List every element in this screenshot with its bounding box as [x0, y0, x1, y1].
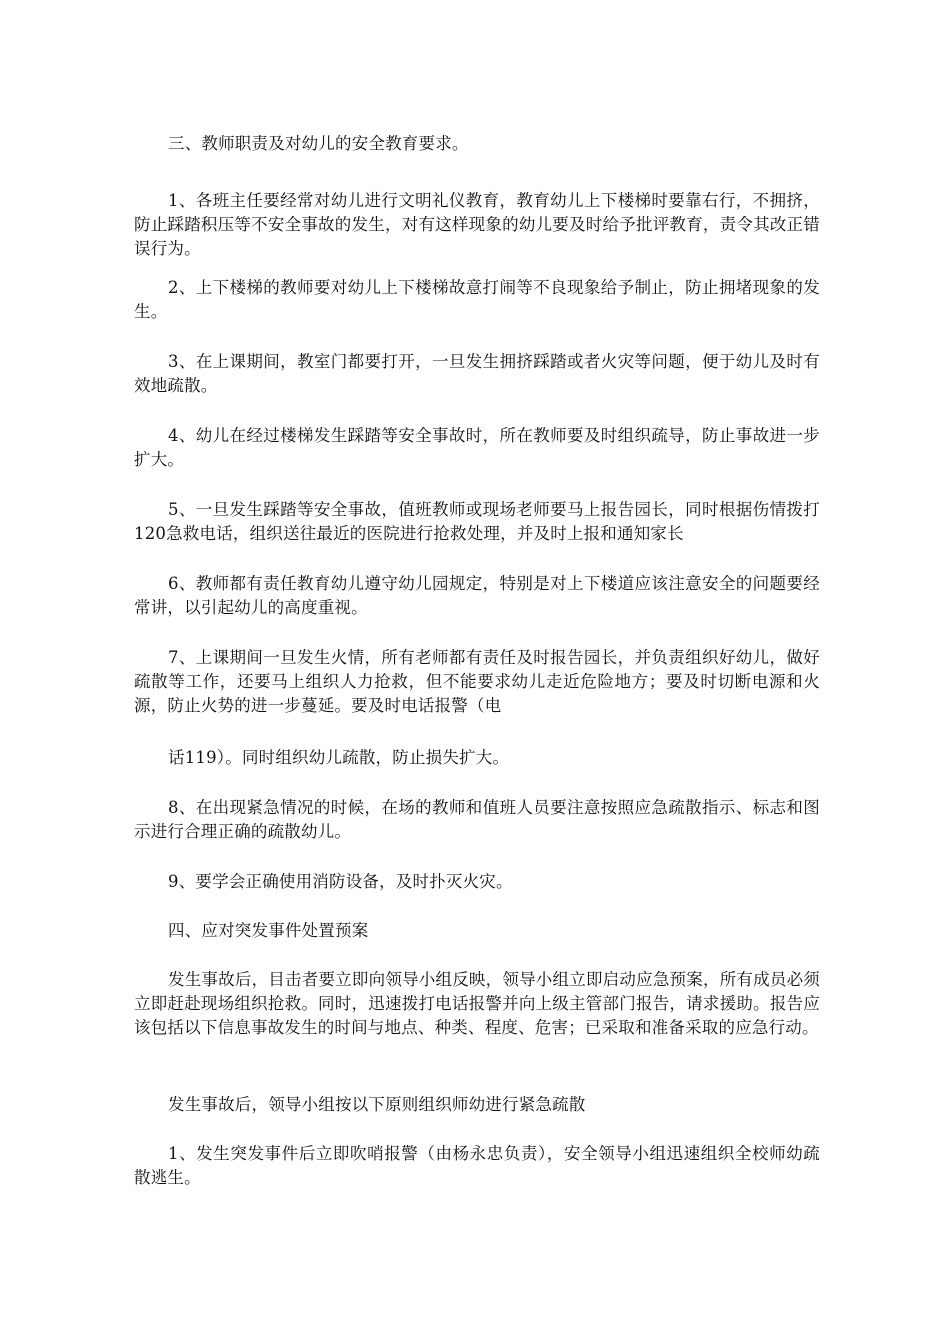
- paragraph-item-8: 8、在出现紧急情况的时候，在场的教师和值班人员要注意按照应急疏散指示、标志和图示进行合理正确的疏散幼儿。: [134, 798, 820, 841]
- paragraph-evacuation-principles: 发生事故后，领导小组按以下原则组织师幼进行紧急疏散: [168, 1095, 586, 1114]
- paragraph-evacuation-item-1: 1、发生突发事件后立即吹哨报警（由杨永忠负责），安全领导小组迅速组织全校师幼疏散逃生。: [134, 1144, 820, 1187]
- paragraph-emergency-report: 发生事故后，目击者要立即向领导小组反映，领导小组立即启动应急预案，所有成员必须立即赶赴现场组织抢救。同时，迅速拨打电话报警并向上级主管部门报告，请求援助。报告应该包括以下信息事故发生的时间与地点、种类、程度、危害；已采取和准备采取的应急行动。: [134, 970, 820, 1037]
- paragraph-item-3: 3、在上课期间，教室门都要打开，一旦发生拥挤踩踏或者火灾等问题，便于幼儿及时有效地疏散。: [134, 352, 820, 395]
- paragraph-item-7-continued: 话119）。同时组织幼儿疏散，防止损失扩大。: [168, 748, 510, 767]
- paragraph-item-9: 9、要学会正确使用消防设备，及时扑灭火灾。: [168, 872, 513, 891]
- paragraph-item-4: 4、幼儿在经过楼梯发生踩踏等安全事故时，所在教师要及时组织疏导，防止事故进一步扩大。: [134, 426, 820, 469]
- paragraph-item-5: 5、一旦发生踩踏等安全事故，值班教师或现场老师要马上报告园长，同时根据伤情拨打120急救电话，组织送往最近的医院进行抢救处理，并及时上报和通知家长: [134, 500, 820, 543]
- paragraph-item-1: 1、各班主任要经常对幼儿进行文明礼仪教育，教育幼儿上下楼梯时要靠右行，不拥挤，防止踩踏积压等不安全事故的发生，对有这样现象的幼儿要及时给予批评教育，责令其改正错误行为。: [134, 191, 820, 258]
- paragraph-item-2: 2、上下楼梯的教师要对幼儿上下楼梯故意打闹等不良现象给予制止，防止拥堵现象的发生。: [134, 278, 820, 321]
- section-heading-three: 三、教师职责及对幼儿的安全教育要求。: [168, 134, 469, 153]
- paragraph-item-6: 6、教师都有责任教育幼儿遵守幼儿园规定，特别是对上下楼道应该注意安全的问题要经常讲，以引起幼儿的高度重视。: [134, 574, 820, 617]
- paragraph-item-7: 7、上课期间一旦发生火情，所有老师都有责任及时报告园长，并负责组织好幼儿，做好疏散等工作，还要马上组织人力抢救，但不能要求幼儿走近危险地方；要及时切断电源和火源，防止火势的进一步蔓延。要及时电话报警（电: [134, 648, 820, 715]
- section-heading-four: 四、应对突发事件处置预案: [168, 921, 369, 940]
